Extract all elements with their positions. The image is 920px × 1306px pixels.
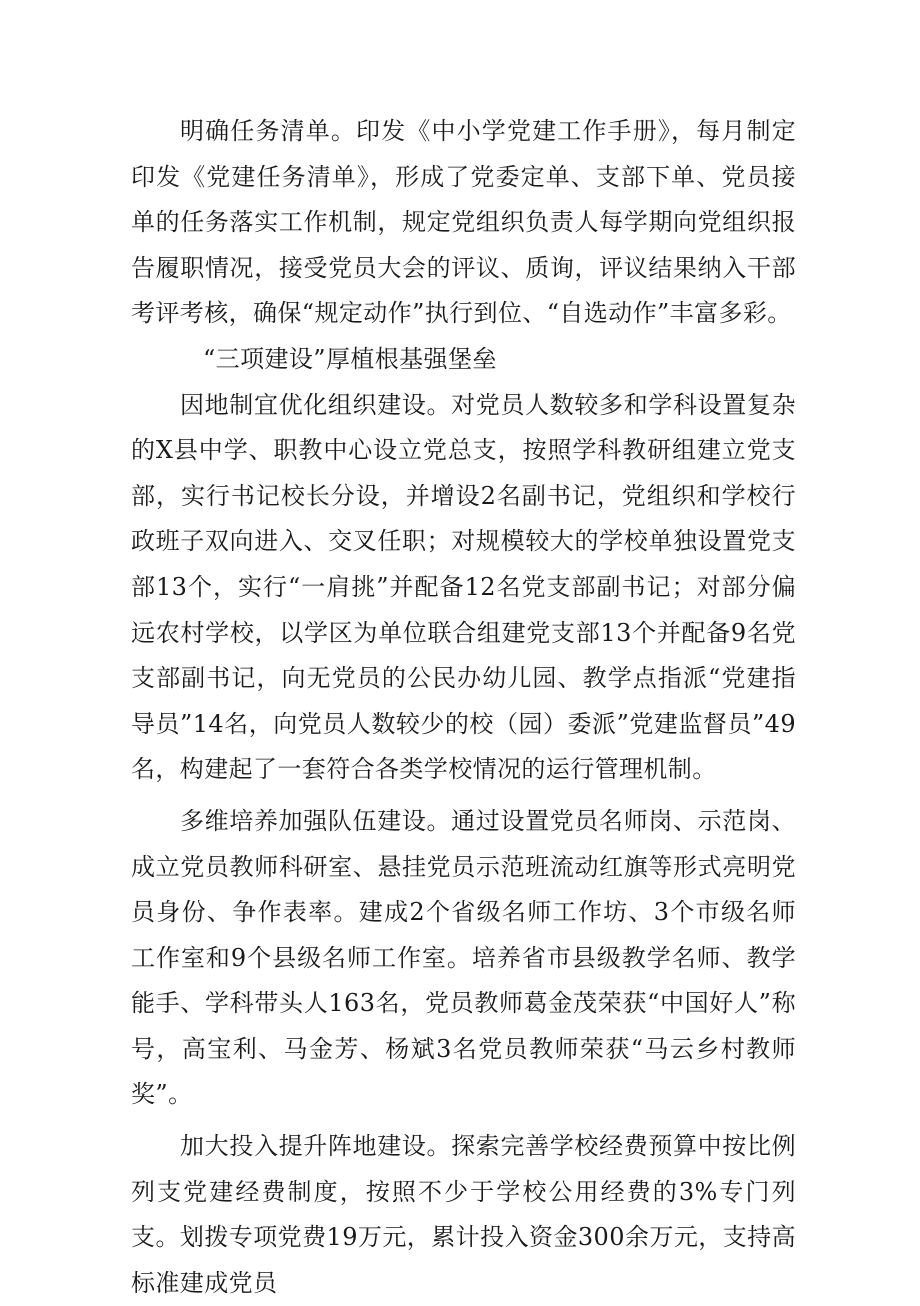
paragraph-organization-building: 因地制宜优化组织建设。对党员人数较多和学科设置复杂的X县中学、职教中心设立党总支，按照学科教研组建立党支部，实行书记校长分设，并增设2名副书记，党组织和学校行政班子双向进入、交叉任职；对规模较大的学校单独设置党支部13个，实行“一肩挑”并配备12名党支部副书记；对部分偏远农村学校，以学区为单位联合组建党支部13个并配备9名党支部副书记，向无党员的公民办幼儿园、教学点指派“党建指导员”14名，向党员人数较少的校（园）委派”党建监督员”49名，构建起了一套符合各类学校情况的运行管理机制。 xyxy=(131,390,796,784)
paragraph-team-building: 多维培养加强队伍建设。通过设置党员名师岗、示范岗、成立党员教师科研室、悬挂党员示范班流动红旗等形式亮明党员身份、争作表率。建成2个省级名师工作坊、3个市级名师工作室和9个县级名师工作室。培养省市县级教学名师、教学能手、学科带头人163名，党员教师葛金茂荣获“中国好人”称号，高宝利、马金芳、杨斌3名党员教师荣获“马云乡村教师奖”。 xyxy=(131,806,796,1109)
document-body xyxy=(131,109,796,1306)
paragraph-position-building: 加大投入提升阵地建设。探索完善学校经费预算中按比例列支党建经费制度，按照不少于学校公用经费的3%专门列支。划拨专项党费19万元，累计投入资金300余万元，支持高标准建成党员 xyxy=(131,1132,796,1297)
section-heading: “三项建设”厚植根基强堡垒 xyxy=(203,344,497,373)
paragraph-task-list: 明确任务清单。印发《中小学党建工作手册》，每月制定印发《党建任务清单》，形成了党委定单、支部下单、党员接单的任务落实工作机制，规定党组织负责人每学期向党组织报告履职情况，接受党员大会的评议、质询，评议结果纳入干部考评考核，确保“规定动作”执行到位、“自选动作”丰富多彩。 xyxy=(131,117,796,328)
